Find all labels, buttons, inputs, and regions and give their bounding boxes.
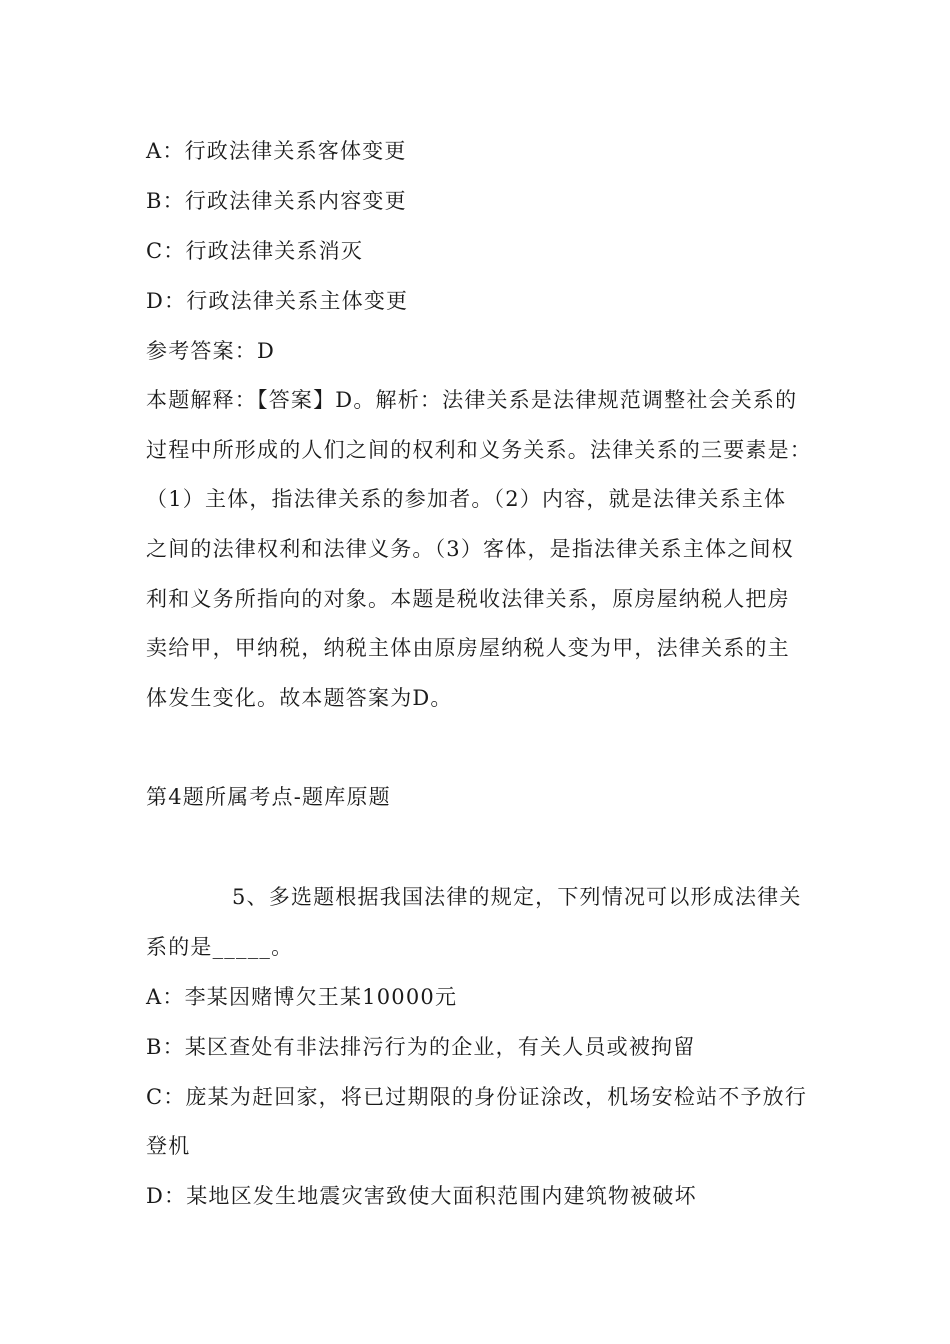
explanation-line: 本题解释：【答案】D。解析：法律关系是法律规范调整社会关系的 bbox=[146, 388, 798, 412]
question5-stem-continued: 系的是_____。 bbox=[146, 935, 294, 959]
q5-option-c: C：庞某为赶回家，将已过期限的身份证涂改，机场安检站不予放行 bbox=[146, 1085, 808, 1109]
q5-option-d: D：某地区发生地震灾害致使大面积范围内建筑物被破坏 bbox=[146, 1184, 697, 1208]
explanation-line: 之间的法律权利和法律义务。（3）客体，是指法律关系主体之间权 bbox=[146, 537, 794, 561]
option-b: B：行政法律关系内容变更 bbox=[146, 189, 407, 213]
topic-label: 第4题所属考点-题库原题 bbox=[146, 785, 391, 809]
reference-answer: 参考答案：D bbox=[146, 339, 276, 363]
explanation-line: 卖给甲，甲纳税，纳税主体由原房屋纳税人变为甲，法律关系的主 bbox=[146, 636, 790, 660]
option-d: D：行政法律关系主体变更 bbox=[146, 289, 409, 313]
option-c: C：行政法律关系消灭 bbox=[146, 239, 364, 263]
explanation-line: （1）主体，指法律关系的参加者。（2）内容，就是法律关系主体 bbox=[146, 487, 787, 511]
option-a: A：行政法律关系客体变更 bbox=[146, 139, 407, 163]
q5-option-a: A：李某因赌博欠王某10000元 bbox=[146, 985, 458, 1009]
explanation-line: 过程中所形成的人们之间的权利和义务关系。法律关系的三要素是： bbox=[146, 438, 812, 462]
question5-stem: 5、多选题根据我国法律的规定，下列情况可以形成法律关 bbox=[232, 885, 802, 909]
explanation-line: 体发生变化。故本题答案为D。 bbox=[146, 686, 453, 710]
q5-option-b: B：某区查处有非法排污行为的企业，有关人员或被拘留 bbox=[146, 1035, 696, 1059]
q5-option-c-continued: 登机 bbox=[146, 1134, 191, 1158]
explanation-line: 利和义务所指向的对象。本题是税收法律关系，原房屋纳税人把房 bbox=[146, 587, 790, 611]
